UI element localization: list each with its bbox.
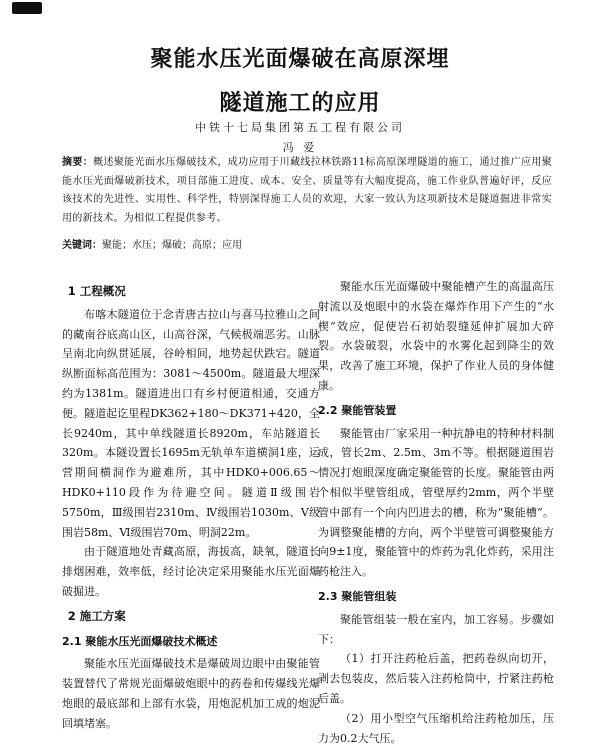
right-column bbox=[318, 277, 554, 748]
step-item: （2）用小型空气压缩机给注药枪加压，压力为0.2大气压。 bbox=[318, 711, 554, 745]
section-heading-1: 1 工程概况 bbox=[67, 284, 126, 298]
keywords-label: 关键词： bbox=[62, 240, 102, 251]
paper-title-line-1: 聚能水压光面爆破在高原深埋 bbox=[150, 47, 450, 72]
author: 冯 爱 bbox=[282, 141, 318, 154]
paragraph: 聚能水压光面爆破中聚能槽产生的高温高压射流以及炮眼中的水袋在爆炸作用下产生的“水楔”效应，促使岩石初始裂缝延伸扩展加大碎裂。水袋破裂，水袋中的水雾化起到降尘的效果，改善了施工环境，保护了作业人员的身体健康。 bbox=[318, 280, 554, 392]
step-item: （1）打开注药枪后盖，把药卷纵向切开，剥去包装皮，然后装入注药枪筒中，拧紧注药枪后盖。 bbox=[318, 652, 554, 705]
subsection-heading-2-3: 2.3 聚能管组装 bbox=[318, 589, 397, 603]
paragraph: 布喀木隧道位于念青唐古拉山与喜马拉雅山之间的藏南谷底高山区，山高谷深，气候极端恶劣。山脉呈南北向纵贯延展，谷岭相间，地势起伏跌宕。隧道纵断面标高范围为：3081～4500m。隧道最大埋深约为1381m。隧道进出口有乡村便道相通，交通方便。隧道起讫里程DK362+180～DK371+420，全长9240m，其中单线隧道长8920m，车站隧道长320m。本隧设置长1695m无轨单车道横洞1座，运营期间横洞作为避难所，其中HDK0+006.65～HDK0+110段作为待避空间。隧道Ⅱ级围岩5750m，Ⅲ级围岩2310m、Ⅳ级围岩1030m、Ⅴ级围岩58m、Ⅵ级围岩70m、明洞22m。 bbox=[62, 307, 320, 539]
paragraph: 聚能水压光面爆破技术是爆破周边眼中由聚能管装置替代了常规光面爆破炮眼中的药卷和传爆线光爆炮眼的最底部和上部有水袋，用炮泥机加工成的炮泥回填堵塞。 bbox=[62, 657, 320, 730]
paper-title-line-2: 隧道施工的应用 bbox=[219, 91, 381, 116]
corner-logo-mark bbox=[12, 2, 42, 14]
abstract-label: 摘要： bbox=[62, 157, 94, 168]
subsection-heading-2-1: 2.1 聚能水压光面爆破技术概述 bbox=[62, 634, 218, 648]
abstract bbox=[62, 154, 552, 228]
keywords bbox=[62, 236, 552, 251]
abstract-text: 概述聚能光面水压爆破技术，成功应用于川藏线拉林铁路11标高原深埋隧道的施工，通过推广应用聚能水压光面爆破新技术，项目部施工进度、成本、安全、质量等有大幅度提高，施工作业队普遍好评，反应该技术的先进性、实用性、科学性，特别深得施工人员的欢迎，大家一致认为这项新技术是隧道掘进非常实用的新技术。为相似工程提供参考。 bbox=[62, 157, 552, 224]
paragraph: 聚能管组装一般在室内，加工容易。步骤如下： bbox=[318, 612, 554, 646]
left-column bbox=[62, 277, 320, 734]
keywords-text: 聚能；水压；爆破；高原；应用 bbox=[102, 240, 242, 251]
affiliation: 中铁十七局集团第五工程有限公司 bbox=[195, 121, 405, 134]
subsection-heading-2-2: 2.2 聚能管装置 bbox=[318, 403, 397, 417]
section-heading-2: 2 施工方案 bbox=[67, 608, 126, 623]
paragraph: 由于隧道地处青藏高原，海拔高，缺氧，隧道长排烟困难，效率低，经讨论决定采用聚能水压光面爆破掘进。 bbox=[62, 545, 320, 598]
paragraph: 聚能管由厂家采用一种抗静电的特种材料制成，管长2m、2.5m、3m不等。根据隧道围岩情况打炮眼深度确定聚能管的长度。聚能管由两个相似半壁管组成，管壁厚约2mm，两个半壁管中部有一个向内凹进去的槽，称为“聚能槽”。为调整聚能槽的方向，两个半壁管可调整聚能方向9±1度，聚能管中的炸药为乳化炸药，采用注药枪注入。 bbox=[318, 426, 554, 579]
